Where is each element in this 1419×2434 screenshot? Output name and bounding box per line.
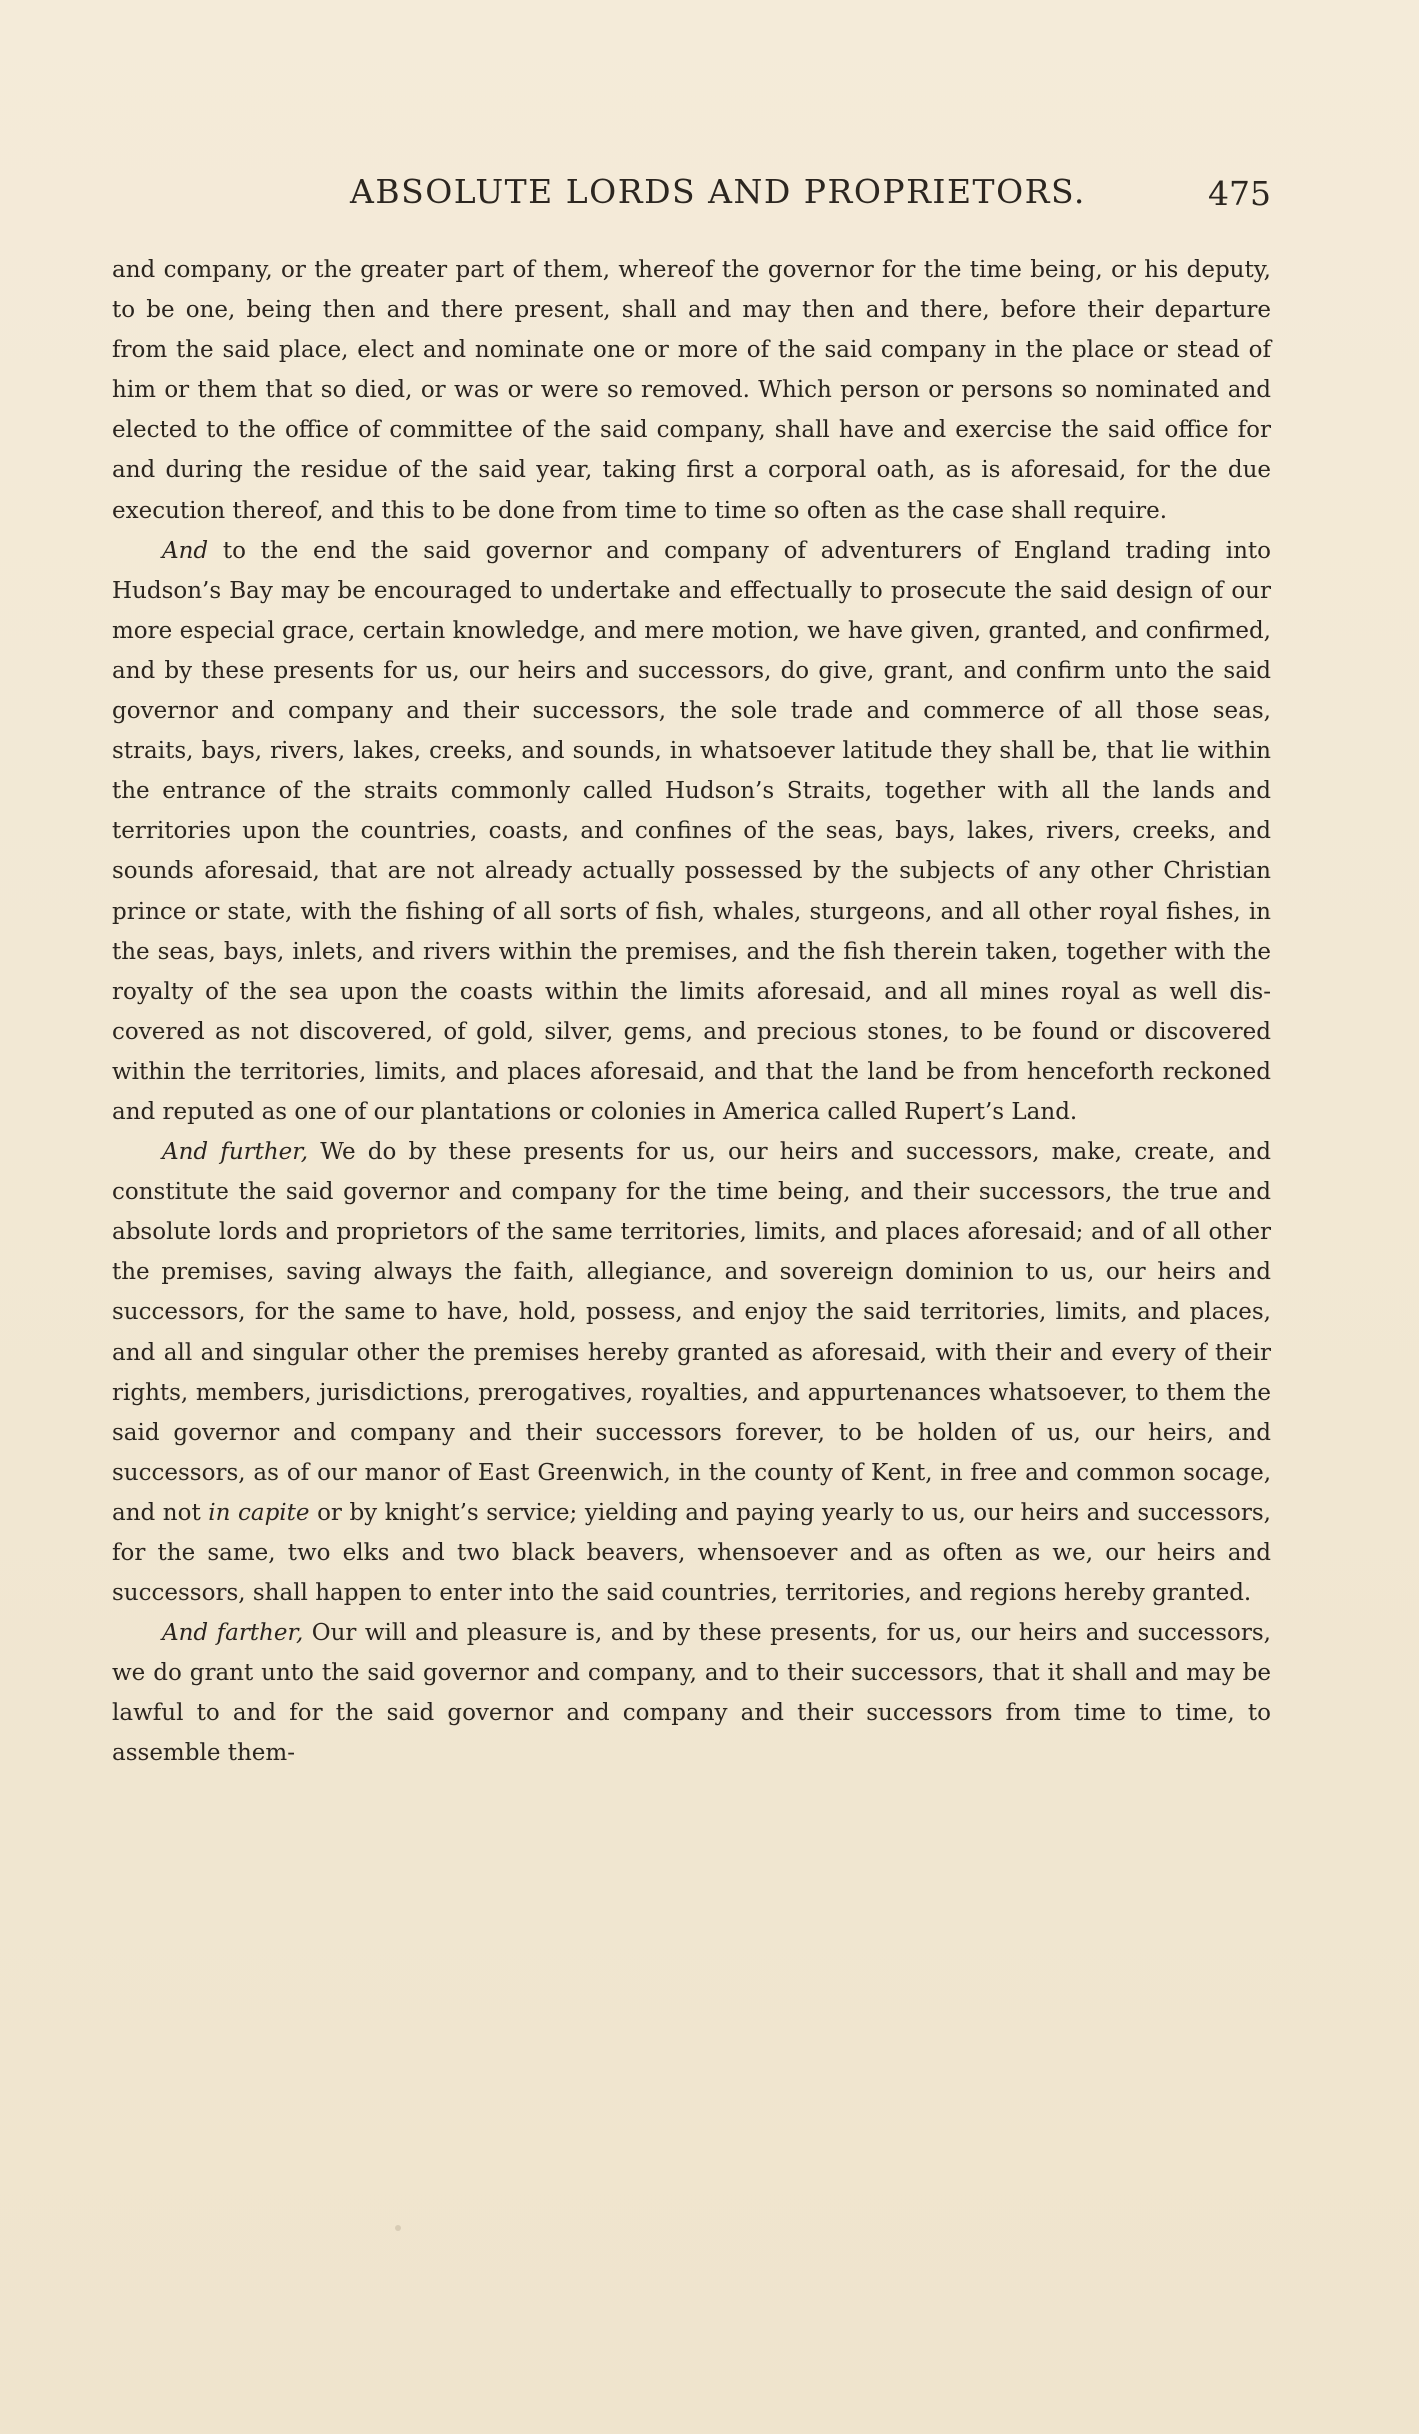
paragraph-4-lead: And farther, bbox=[162, 1620, 304, 1647]
paragraph-1-text: and company, or the greater part of them, whereof the governor for the time being, or his deputy, to be one, being then and there present, shall and may then and there, before their departure from the said place, elect and nominate one or more of the said company in the place or stead of him or them that so died, or was or were so removed. Which person or persons so nominated and elected to the office of committee of the said company, shall have and exercise the said office for and during the residue of the said year, taking first a corporal oath, as is aforesaid, for the due execution thereof, and this to be done from time to time so often as the case shall require. bbox=[112, 257, 1271, 524]
paragraph-4-text: Our will and pleasure is, and by these presents, for us, our heirs and successors, we do grant unto the said governor and company, and to their successors, that it shall and may be lawful to and for the said governor and company and their successors from time to time, to assemble them- bbox=[112, 1620, 1271, 1767]
paper-smudge bbox=[395, 2225, 401, 2231]
paragraph-2-lead: And bbox=[162, 537, 209, 564]
page-number: 475 bbox=[1208, 174, 1271, 213]
paragraph-2 bbox=[112, 531, 1271, 1132]
paragraph-3 bbox=[112, 1132, 1271, 1613]
paragraph-2-text: to the end the said governor and company of adventurers of England trading into Hudson’s Bay may be encouraged to undertake and effectually to prosecute the said design of our more especial grace, certain knowledge, and mere motion, we have given, granted, and confirmed, and by these presents for us, our heirs and successors, do give, grant, and confirm unto the said governor and company and their successors, the sole trade and commerce of all those seas, straits, bays, rivers, lakes, creeks, and sounds, in whatsoever latitude they shall be, that lie within the entrance of the straits commonly called Hudson’s Straits, together with all the lands and territories upon the countries, coasts, and confines of the seas, bays, lakes, rivers, creeks, and sounds aforesaid, that are not already actually possessed by the subjects of any other Christian prince or state, with the fishing of all sorts of fish, whales, sturgeons, and all other royal fishes, in the seas, bays, inlets, and rivers within the premises, and the fish therein taken, together with the royalty of the sea upon the coasts within the limits aforesaid, and all mines royal as well discovered as not discovered, of gold, silver, gems, and precious stones, to be found or discovered within the territories, limits, and places aforesaid, and that the land be from henceforth reckoned and reputed as one of our plantations or colonies in America called Rupert’s Land. bbox=[112, 537, 1271, 1125]
paragraph-1 bbox=[112, 250, 1271, 531]
paragraph-3-text-b: or by knight’s service; yielding and paying yearly to us, our heirs and successors, for the same, two elks and two black beavers, whensoever and as often as we, our heirs and successors, shall happen to enter into the said countries, territories, and regions hereby granted. bbox=[112, 1499, 1271, 1607]
running-title: ABSOLUTE LORDS AND PROPRIETORS. bbox=[350, 172, 1086, 211]
paragraph-3-lead: And further, bbox=[162, 1139, 309, 1166]
paragraph-3-text-a: We do by these presents for us, our heirs and successors, make, create, and constitute the said governor and company for the time being, and their successors, the true and absolute lords and proprietors of the same territories, limits, and places aforesaid; and of all other the premises, saving always the faith, allegiance, and sovereign dominion to us, our heirs and successors, for the same to have, hold, possess, and enjoy the said territories, limits, and places, and all and singular other the premises hereby granted as aforesaid, with their and every of their rights, members, jurisdictions, prerogatives, royalties, and appurtenances whatsoever, to them the said governor and company and their successors forever, to be holden of us, our heirs, and successors, as of our manor of East Greenwich, in the county of Kent, in free and common socage, and not bbox=[112, 1139, 1271, 1526]
body-text bbox=[112, 250, 1271, 1774]
running-head bbox=[112, 172, 1271, 222]
paragraph-4 bbox=[112, 1613, 1271, 1773]
paragraph-3-italic-phrase: in capite bbox=[208, 1499, 310, 1526]
